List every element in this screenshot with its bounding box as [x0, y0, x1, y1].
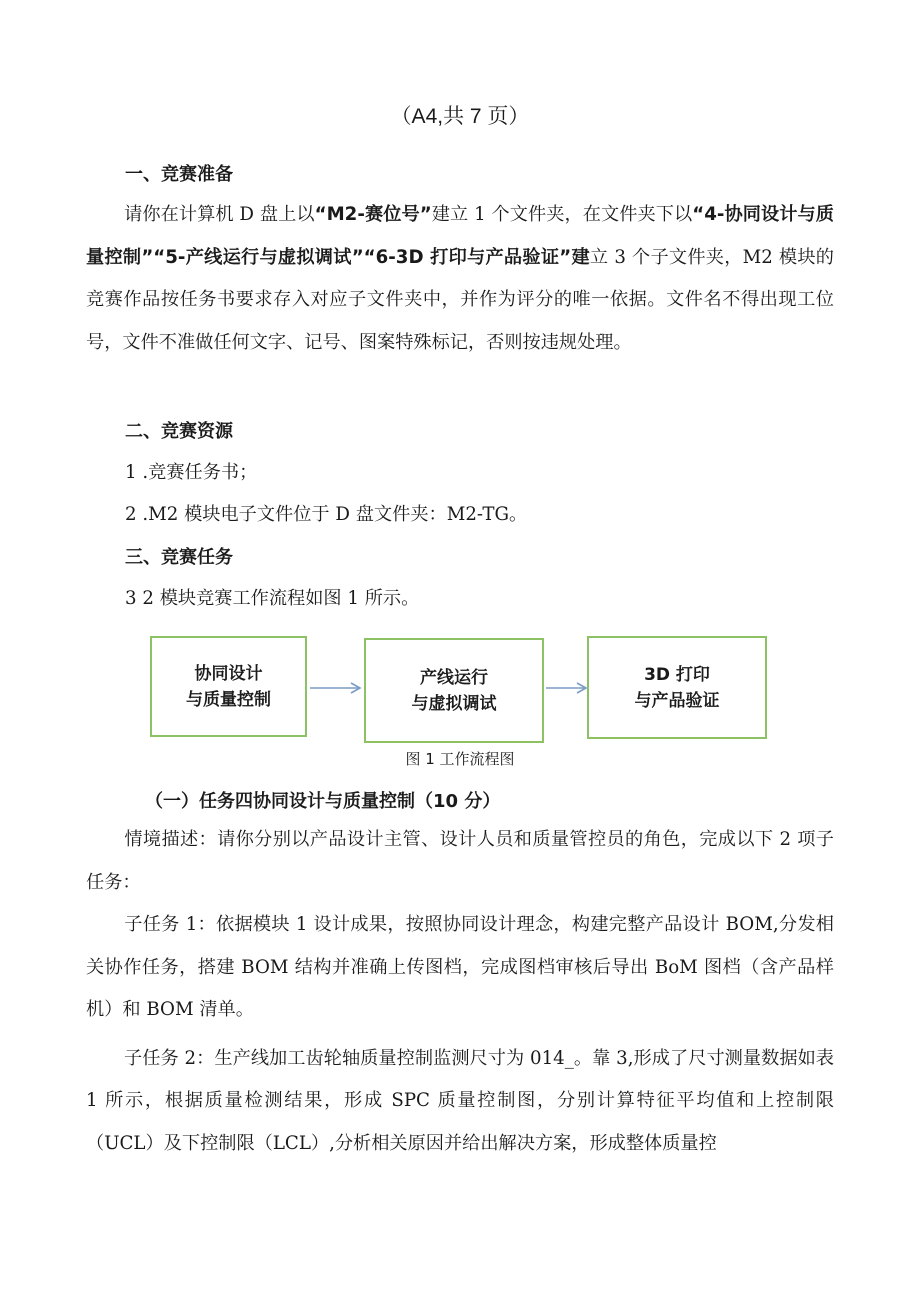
page-info: （A4,共 7 页） [390, 105, 530, 128]
flow-box-line-operation [364, 638, 544, 743]
section-3-intro: 3 2 模块竞赛工作流程如图 1 所示。 [125, 588, 420, 609]
subtask-2-text: 子任务 2：生产线加工齿轮轴质量控制监测尺寸为 014_。靠 3,形成了尺寸测量数据如表 1 所示，根据质量检测结果，形成 SPC 质量控制图，分别计算特征平均值和上控制限（UCL）及下控制限（LCL）,分析相关原因并给出解决方案，形成整体质量控 [86, 1047, 834, 1154]
subtask-2-paragraph [86, 1038, 834, 1166]
flow-box-3-line-1: 3D 打印 [644, 664, 710, 685]
section-1-paragraph [86, 194, 834, 364]
figure-caption: 图 1 工作流程图 [405, 750, 515, 768]
flow-box-1-line-1: 协同设计 [194, 663, 263, 684]
task-4-body [86, 819, 834, 1165]
section-2-heading: 二、竞赛资源 [125, 421, 233, 442]
resource-item-2: 2 .M2 模块电子文件位于 D 盘文件夹：M2-TG。 [125, 504, 528, 525]
s1-text-e: 立 3 个子文件夹，M2 模块的竞赛作品按任务书要求存入对应子文件夹中，并作为评分的唯一依据。文件名不得出现工位号，文件不准做任何文字、记号、图案特殊标记，否则按违规处理。 [86, 246, 834, 353]
flow-box-2-line-1: 产线运行 [420, 667, 488, 688]
s1-text-c: 建立 1 个文件夹，在文件夹下以 [431, 204, 693, 225]
s1-text-d: “4-协同设计与质量控制”“5-产线运行与虚拟调试”“6-3D 打印与产品验证”建 [86, 204, 834, 268]
flow-box-collab-design [150, 636, 307, 737]
scenario-paragraph [86, 819, 834, 904]
flow-box-3d-printing [587, 636, 767, 739]
flow-box-3-line-2: 与产品验证 [634, 690, 720, 711]
task-4-heading: （一）任务四协同设计与质量控制（10 分） [145, 791, 501, 812]
flow-box-2-line-2: 与虚拟调试 [411, 693, 497, 714]
flow-box-1-line-2: 与质量控制 [186, 689, 271, 710]
scenario-text: 情境描述：请你分别以产品设计主管、设计人员和质量管控员的角色，完成以下 2 项子任务： [86, 829, 834, 893]
flow-arrow-2 [544, 678, 590, 698]
s1-text-a: 请你在计算机 D 盘上以 [124, 204, 315, 225]
resource-item-1: 1 .竞赛任务书； [125, 462, 258, 483]
section-1-heading: 一、竞赛准备 [125, 164, 233, 185]
section-3-heading: 三、竞赛任务 [125, 547, 233, 568]
subtask-1-paragraph [86, 904, 834, 1032]
s1-text-b: “M2-赛位号” [314, 204, 432, 225]
subtask-1-text: 子任务 1：依据模块 1 设计成果，按照协同设计理念，构建完整产品设计 BOM,分发相关协作任务，搭建 BOM 结构并准确上传图档，完成图档审核后导出 BoM 图档（含产品样机）和 BOM 清单。 [86, 914, 834, 1020]
flow-arrow-1 [308, 678, 364, 698]
